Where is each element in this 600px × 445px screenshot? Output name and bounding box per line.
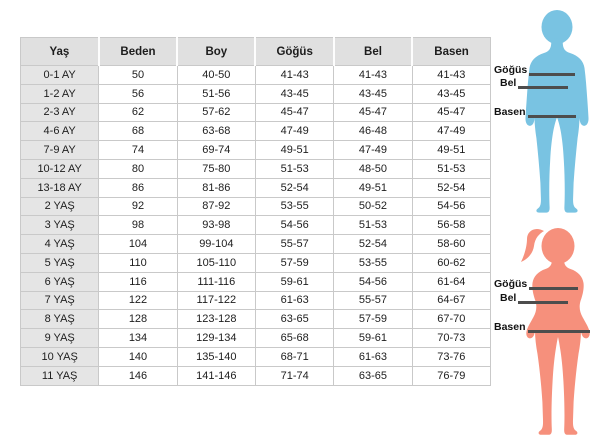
value-cell: 56-58 (412, 216, 490, 235)
value-cell: 75-80 (177, 159, 255, 178)
value-cell: 80 (99, 159, 177, 178)
table-row (21, 291, 491, 310)
column-header: Basen (412, 38, 490, 66)
value-cell: 76-79 (412, 366, 490, 385)
value-cell: 43-45 (334, 84, 412, 103)
girl-chest-label: Göğüs (494, 278, 528, 290)
value-cell: 129-134 (177, 329, 255, 348)
value-cell: 41-43 (255, 66, 333, 85)
girl-chest-line (529, 287, 578, 290)
value-cell: 99-104 (177, 235, 255, 254)
age-cell: 1-2 AY (21, 84, 99, 103)
value-cell: 73-76 (412, 347, 490, 366)
value-cell: 43-45 (255, 84, 333, 103)
value-cell: 98 (99, 216, 177, 235)
value-cell: 65-68 (255, 329, 333, 348)
value-cell: 71-74 (255, 366, 333, 385)
table-row (21, 159, 491, 178)
column-header: Beden (99, 38, 177, 66)
value-cell: 128 (99, 310, 177, 329)
value-cell: 123-128 (177, 310, 255, 329)
value-cell: 74 (99, 141, 177, 160)
value-cell: 54-56 (412, 197, 490, 216)
value-cell: 92 (99, 197, 177, 216)
table-row (21, 84, 491, 103)
value-cell: 54-56 (255, 216, 333, 235)
value-cell: 64-67 (412, 291, 490, 310)
value-cell: 53-55 (255, 197, 333, 216)
value-cell: 47-49 (412, 122, 490, 141)
value-cell: 86 (99, 178, 177, 197)
value-cell: 51-53 (255, 159, 333, 178)
value-cell: 116 (99, 272, 177, 291)
age-cell: 13-18 AY (21, 178, 99, 197)
girl-waist-line (518, 301, 568, 304)
boy-waist-line (518, 86, 568, 89)
girl-hips-measure (494, 321, 590, 333)
value-cell: 40-50 (177, 66, 255, 85)
girl-waist-label: Bel (500, 292, 517, 304)
age-cell: 10 YAŞ (21, 347, 99, 366)
value-cell: 58-60 (412, 235, 490, 254)
table-row (21, 178, 491, 197)
size-table (20, 37, 491, 386)
value-cell: 54-56 (334, 272, 412, 291)
value-cell: 63-68 (177, 122, 255, 141)
value-cell: 135-140 (177, 347, 255, 366)
value-cell: 45-47 (255, 103, 333, 122)
value-cell: 52-54 (255, 178, 333, 197)
value-cell: 55-57 (255, 235, 333, 254)
value-cell: 122 (99, 291, 177, 310)
size-table-header (21, 38, 491, 66)
value-cell: 68-71 (255, 347, 333, 366)
age-cell: 5 YAŞ (21, 253, 99, 272)
value-cell: 57-59 (255, 253, 333, 272)
table-row (21, 366, 491, 385)
age-cell: 6 YAŞ (21, 272, 99, 291)
value-cell: 105-110 (177, 253, 255, 272)
value-cell: 70-73 (412, 329, 490, 348)
value-cell: 49-51 (412, 141, 490, 160)
value-cell: 47-49 (334, 141, 412, 160)
girl-chest-measure (494, 278, 578, 290)
age-cell: 0-1 AY (21, 66, 99, 85)
age-cell: 2-3 AY (21, 103, 99, 122)
value-cell: 47-49 (255, 122, 333, 141)
age-cell: 9 YAŞ (21, 329, 99, 348)
age-cell: 11 YAŞ (21, 366, 99, 385)
value-cell: 41-43 (412, 66, 490, 85)
table-row (21, 216, 491, 235)
value-cell: 68 (99, 122, 177, 141)
value-cell: 45-47 (334, 103, 412, 122)
value-cell: 110 (99, 253, 177, 272)
value-cell: 117-122 (177, 291, 255, 310)
value-cell: 51-53 (334, 216, 412, 235)
value-cell: 41-43 (334, 66, 412, 85)
table-row (21, 103, 491, 122)
table-row (21, 310, 491, 329)
table-row (21, 197, 491, 216)
value-cell: 45-47 (412, 103, 490, 122)
value-cell: 51-53 (412, 159, 490, 178)
girl-ponytail (521, 229, 544, 262)
age-cell: 3 YAŞ (21, 216, 99, 235)
value-cell: 140 (99, 347, 177, 366)
value-cell: 49-51 (334, 178, 412, 197)
table-row (21, 141, 491, 160)
value-cell: 48-50 (334, 159, 412, 178)
age-cell: 10-12 AY (21, 159, 99, 178)
value-cell: 59-61 (255, 272, 333, 291)
column-header: Bel (334, 38, 412, 66)
boy-chest-measure (494, 64, 575, 76)
age-cell: 7 YAŞ (21, 291, 99, 310)
value-cell: 63-65 (255, 310, 333, 329)
boy-chest-line (529, 73, 575, 76)
boy-hips-measure (494, 106, 576, 118)
value-cell: 57-62 (177, 103, 255, 122)
table-row (21, 122, 491, 141)
girl-hips-label: Basen (494, 321, 526, 333)
column-header: Göğüs (255, 38, 333, 66)
value-cell: 57-59 (334, 310, 412, 329)
value-cell: 50-52 (334, 197, 412, 216)
table-row (21, 66, 491, 85)
value-cell: 69-74 (177, 141, 255, 160)
value-cell: 81-86 (177, 178, 255, 197)
table-row (21, 253, 491, 272)
value-cell: 141-146 (177, 366, 255, 385)
column-header: Yaş (21, 38, 99, 66)
age-cell: 4 YAŞ (21, 235, 99, 254)
value-cell: 52-54 (334, 235, 412, 254)
girl-hips-line (528, 330, 590, 333)
boy-hips-label: Basen (494, 106, 526, 118)
boy-hips-line (528, 115, 576, 118)
boy-chest-label: Göğüs (494, 64, 528, 76)
value-cell: 93-98 (177, 216, 255, 235)
girl-waist-measure (500, 292, 568, 304)
table-row (21, 272, 491, 291)
header-row (21, 38, 491, 66)
age-cell: 7-9 AY (21, 141, 99, 160)
value-cell: 134 (99, 329, 177, 348)
age-cell: 2 YAŞ (21, 197, 99, 216)
table-row (21, 235, 491, 254)
value-cell: 67-70 (412, 310, 490, 329)
value-cell: 49-51 (255, 141, 333, 160)
age-cell: 8 YAŞ (21, 310, 99, 329)
value-cell: 111-116 (177, 272, 255, 291)
value-cell: 55-57 (334, 291, 412, 310)
column-header: Boy (177, 38, 255, 66)
value-cell: 46-48 (334, 122, 412, 141)
table-row (21, 329, 491, 348)
value-cell: 146 (99, 366, 177, 385)
value-cell: 43-45 (412, 84, 490, 103)
boy-waist-measure (500, 77, 568, 89)
value-cell: 62 (99, 103, 177, 122)
table-row (21, 347, 491, 366)
value-cell: 59-61 (334, 329, 412, 348)
value-cell: 61-63 (255, 291, 333, 310)
value-cell: 87-92 (177, 197, 255, 216)
value-cell: 56 (99, 84, 177, 103)
size-table-body (21, 66, 491, 386)
value-cell: 51-56 (177, 84, 255, 103)
age-cell: 4-6 AY (21, 122, 99, 141)
value-cell: 104 (99, 235, 177, 254)
value-cell: 60-62 (412, 253, 490, 272)
value-cell: 53-55 (334, 253, 412, 272)
value-cell: 63-65 (334, 366, 412, 385)
value-cell: 61-64 (412, 272, 490, 291)
value-cell: 61-63 (334, 347, 412, 366)
boy-waist-label: Bel (500, 77, 517, 89)
value-cell: 52-54 (412, 178, 490, 197)
value-cell: 50 (99, 66, 177, 85)
